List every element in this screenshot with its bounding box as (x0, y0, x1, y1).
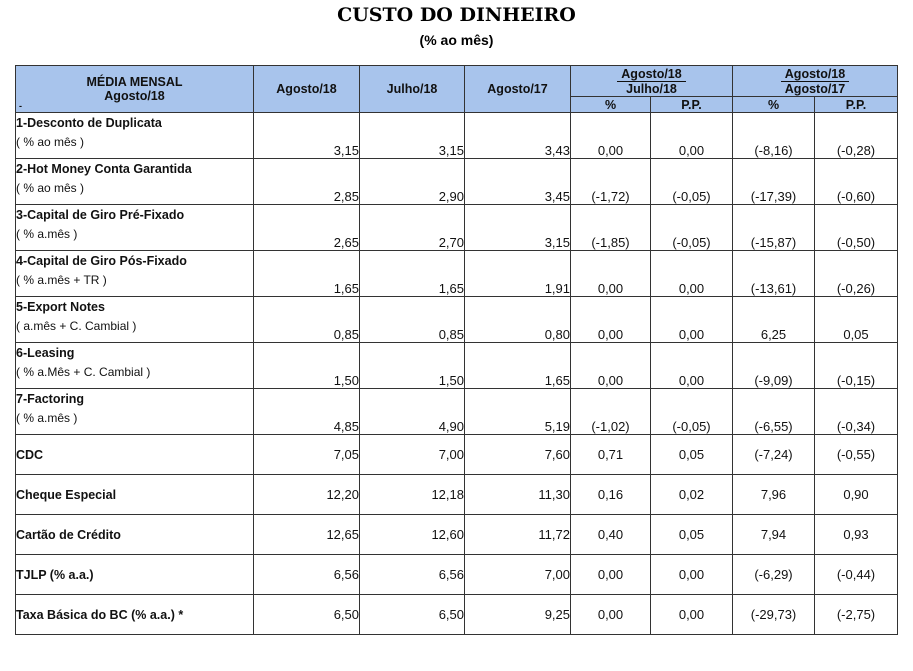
row-name: 3-Capital de Giro Pré-Fixado (16, 208, 185, 222)
cell-comp1-pct: 0,16 (571, 475, 651, 515)
cell-ago17: 0,80 (465, 297, 571, 343)
row-label (16, 205, 254, 251)
cell-jul18: 12,18 (360, 475, 465, 515)
row-unit: ( % a.Mês + C. Cambial ) (16, 365, 151, 379)
cell-comp1-pct: (-1,85) (571, 205, 651, 251)
cell-comp2-pp: (-0,60) (815, 159, 898, 205)
row-name: 7-Factoring (16, 392, 85, 406)
cell-comp2-pct: (-29,73) (733, 595, 815, 635)
header-media-mensal (16, 66, 254, 113)
header-comparison-month (571, 66, 733, 97)
cell-comp2-pct: 6,25 (733, 297, 815, 343)
row-label (16, 159, 254, 205)
cell-comp2-pct: 7,96 (733, 475, 815, 515)
cell-ago18: 0,85 (254, 297, 360, 343)
cell-ago17: 3,15 (465, 205, 571, 251)
row-name: 2-Hot Money Conta Garantida (16, 162, 192, 176)
row-label (16, 297, 254, 343)
row-name: TJLP (% a.a.) (16, 555, 254, 595)
cell-comp1-pp: (-0,05) (651, 159, 733, 205)
cell-ago17: 11,30 (465, 475, 571, 515)
row-name: CDC (16, 435, 254, 475)
table-row (16, 435, 898, 475)
header-comparison-year (733, 66, 898, 97)
cell-jul18: 6,50 (360, 595, 465, 635)
cell-ago18: 6,56 (254, 555, 360, 595)
cell-comp1-pp: 0,00 (651, 113, 733, 159)
row-label (16, 113, 254, 159)
row-name: Cheque Especial (16, 475, 254, 515)
cell-comp1-pp: 0,05 (651, 515, 733, 555)
cell-comp2-pct: (-9,09) (733, 343, 815, 389)
header-comp2-bottom: Agosto/17 (784, 81, 846, 96)
table-row (16, 595, 898, 635)
table-row (16, 159, 898, 205)
cell-ago17: 7,00 (465, 555, 571, 595)
row-label (16, 251, 254, 297)
cell-comp2-pp: 0,05 (815, 297, 898, 343)
cell-ago18: 6,50 (254, 595, 360, 635)
table-row (16, 113, 898, 159)
cell-comp1-pp: 0,02 (651, 475, 733, 515)
row-unit: ( % a.mês ) (16, 227, 78, 241)
header-media-line2: Agosto/18 (104, 89, 165, 103)
cell-comp2-pp: 0,90 (815, 475, 898, 515)
table-row (16, 251, 898, 297)
cell-ago17: 1,91 (465, 251, 571, 297)
header-media-dash: - (19, 101, 22, 111)
row-name: 1-Desconto de Duplicata (16, 116, 162, 130)
cell-comp1-pp: (-0,05) (651, 389, 733, 435)
cell-comp1-pct: (-1,72) (571, 159, 651, 205)
cell-jul18: 1,50 (360, 343, 465, 389)
cell-ago18: 2,85 (254, 159, 360, 205)
row-name: 5-Export Notes (16, 300, 105, 314)
cell-ago17: 5,19 (465, 389, 571, 435)
row-unit: ( % a.mês + TR ) (16, 273, 107, 287)
cell-jul18: 7,00 (360, 435, 465, 475)
row-name: Cartão de Crédito (16, 515, 254, 555)
cell-comp2-pp: (-0,15) (815, 343, 898, 389)
cell-comp1-pct: 0,00 (571, 251, 651, 297)
cell-comp1-pct: 0,00 (571, 343, 651, 389)
row-name: 6-Leasing (16, 346, 75, 360)
cell-comp2-pct: (-8,16) (733, 113, 815, 159)
row-unit: ( % ao mês ) (16, 181, 85, 195)
cell-comp1-pp: 0,00 (651, 297, 733, 343)
cell-ago17: 11,72 (465, 515, 571, 555)
cell-comp2-pp: (-2,75) (815, 595, 898, 635)
cell-jul18: 6,56 (360, 555, 465, 595)
header-col-ago17: Agosto/17 (465, 66, 571, 113)
header-media-line1: MÉDIA MENSAL (86, 75, 183, 89)
row-unit: ( % a.mês ) (16, 411, 78, 425)
header-comp2-top: Agosto/18 (781, 67, 849, 82)
cell-ago18: 12,65 (254, 515, 360, 555)
cell-comp2-pct: 7,94 (733, 515, 815, 555)
page-subtitle: (% ao mês) (419, 32, 494, 48)
header-comp1-top: Agosto/18 (617, 67, 685, 82)
cell-comp2-pct: (-6,55) (733, 389, 815, 435)
cell-comp1-pct: 0,00 (571, 113, 651, 159)
cell-jul18: 2,90 (360, 159, 465, 205)
cell-comp2-pp: (-0,50) (815, 205, 898, 251)
interest-rate-table (15, 65, 898, 635)
row-name: 4-Capital de Giro Pós-Fixado (16, 254, 187, 268)
cell-ago17: 1,65 (465, 343, 571, 389)
table-row (16, 205, 898, 251)
cell-comp1-pp: 0,00 (651, 343, 733, 389)
header-comp2-pct: % (733, 97, 815, 113)
header-comp2-pp: P.P. (815, 97, 898, 113)
cell-comp2-pct: (-17,39) (733, 159, 815, 205)
table-row (16, 515, 898, 555)
cell-comp1-pct: 0,00 (571, 555, 651, 595)
cell-comp1-pp: 0,05 (651, 435, 733, 475)
cell-ago18: 1,65 (254, 251, 360, 297)
cell-ago18: 3,15 (254, 113, 360, 159)
cell-comp1-pp: 0,00 (651, 595, 733, 635)
cell-comp1-pp: (-0,05) (651, 205, 733, 251)
header-col-jul18: Julho/18 (360, 66, 465, 113)
header-comp1-pct: % (571, 97, 651, 113)
cell-ago18: 1,50 (254, 343, 360, 389)
cell-comp1-pct: 0,71 (571, 435, 651, 475)
cell-comp2-pct: (-13,61) (733, 251, 815, 297)
row-name: Taxa Básica do BC (% a.a.) * (16, 595, 254, 635)
cell-comp2-pp: (-0,44) (815, 555, 898, 595)
cell-ago18: 12,20 (254, 475, 360, 515)
row-label (16, 343, 254, 389)
cell-jul18: 1,65 (360, 251, 465, 297)
cell-jul18: 4,90 (360, 389, 465, 435)
cell-comp2-pp: 0,93 (815, 515, 898, 555)
cell-ago17: 3,43 (465, 113, 571, 159)
cell-comp1-pct: 0,40 (571, 515, 651, 555)
table-row (16, 343, 898, 389)
row-label (16, 389, 254, 435)
header-col-ago18: Agosto/18 (254, 66, 360, 113)
cell-comp2-pp: (-0,55) (815, 435, 898, 475)
cell-ago18: 4,85 (254, 389, 360, 435)
cell-jul18: 12,60 (360, 515, 465, 555)
cell-comp1-pct: (-1,02) (571, 389, 651, 435)
cell-comp2-pct: (-7,24) (733, 435, 815, 475)
cell-ago17: 9,25 (465, 595, 571, 635)
row-unit: ( % ao mês ) (16, 135, 85, 149)
row-unit: ( a.mês + C. Cambial ) (16, 319, 137, 333)
cell-ago17: 7,60 (465, 435, 571, 475)
table-row (16, 389, 898, 435)
cell-comp1-pct: 0,00 (571, 595, 651, 635)
table-row (16, 475, 898, 515)
table-row (16, 297, 898, 343)
cell-comp1-pp: 0,00 (651, 555, 733, 595)
cell-ago17: 3,45 (465, 159, 571, 205)
cell-comp2-pct: (-6,29) (733, 555, 815, 595)
header-comp1-bottom: Julho/18 (626, 81, 677, 96)
cell-jul18: 2,70 (360, 205, 465, 251)
header-comp1-pp: P.P. (651, 97, 733, 113)
cell-comp2-pp: (-0,28) (815, 113, 898, 159)
cell-comp2-pct: (-15,87) (733, 205, 815, 251)
table-row (16, 555, 898, 595)
cell-ago18: 2,65 (254, 205, 360, 251)
page-title: CUSTO DO DINHEIRO (337, 4, 576, 26)
cell-comp2-pp: (-0,26) (815, 251, 898, 297)
cell-comp1-pct: 0,00 (571, 297, 651, 343)
cell-comp2-pp: (-0,34) (815, 389, 898, 435)
cell-comp1-pp: 0,00 (651, 251, 733, 297)
cell-ago18: 7,05 (254, 435, 360, 475)
cell-jul18: 3,15 (360, 113, 465, 159)
cell-jul18: 0,85 (360, 297, 465, 343)
